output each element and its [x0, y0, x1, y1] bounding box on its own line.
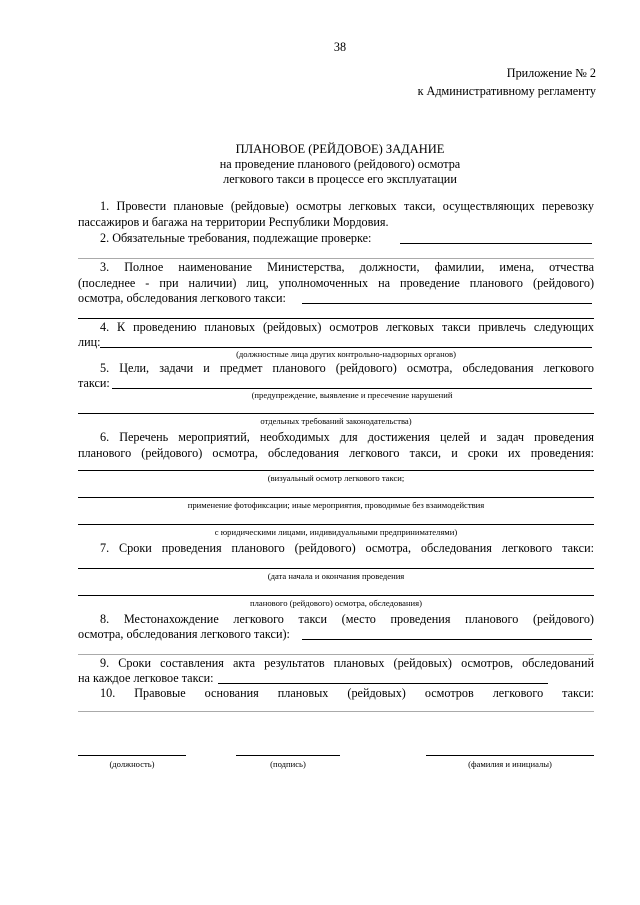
item-6-hint-1: (визуальный осмотр легкового такси;: [267, 473, 405, 483]
signature-label: (подпись): [270, 759, 306, 769]
item-7-hint-2: планового (рейдового) осмотра, обследования): [250, 598, 422, 608]
item-5-line-1: 5. Цели, задачи и предмет планового (рейдового) осмотра, обследования легкового: [100, 361, 594, 375]
item-10-fill-line[interactable]: [78, 711, 594, 712]
item-8-fill-line-2[interactable]: [78, 654, 594, 655]
item-4-line-1: 4. К проведению плановых (рейдовых) осмотров легковых такси привлечь следующих: [100, 320, 594, 334]
item-7-fill-line-2[interactable]: [78, 595, 594, 596]
item-9-line-2: на каждое легковое такси:: [78, 671, 214, 685]
item-6-fill-line-2[interactable]: [78, 497, 594, 498]
item-7-text: 7. Сроки проведения планового (рейдового) осмотра, обследования легкового такси:: [100, 541, 594, 555]
item-2-fill-line[interactable]: [400, 243, 592, 244]
document-title: ПЛАНОВОЕ (РЕЙДОВОЕ) ЗАДАНИЕ: [235, 142, 445, 156]
signature-line[interactable]: [236, 755, 340, 756]
item-10-text: 10. Правовые основания плановых (рейдовых) осмотров легкового такси:: [100, 686, 594, 700]
item-3-line-1: 3. Полное наименование Министерства, должности, фамилии, имена, отчества: [100, 260, 594, 274]
item-6-fill-line-3[interactable]: [78, 524, 594, 525]
appendix-regulation: к Административному регламенту: [417, 84, 596, 98]
position-label: (должность): [109, 759, 155, 769]
item-6-hint-3: с юридическими лицами, индивидуальными предпринимателями): [214, 527, 458, 537]
position-signature-line[interactable]: [78, 755, 186, 756]
item-3-fill-line[interactable]: [302, 303, 592, 304]
item-5-fill-line[interactable]: [112, 388, 592, 389]
item-4-line-2: лиц:: [78, 335, 101, 349]
page-number: 38: [333, 40, 347, 54]
item-7-fill-line-1[interactable]: [78, 568, 594, 569]
item-5-line-2: такси:: [78, 376, 110, 390]
item-6-fill-line-1[interactable]: [78, 470, 594, 471]
document-subtitle-1: на проведение планового (рейдового) осмотра: [219, 157, 461, 171]
item-4-fill-line[interactable]: [100, 347, 592, 348]
item-9-line-1: 9. Сроки составления акта результатов плановых (рейдовых) осмотров, обследований: [100, 656, 594, 670]
item-6-line-2: планового (рейдового) осмотра, обследования легкового такси, и сроки их проведения:: [78, 446, 594, 460]
item-7-hint-1: (дата начала и окончания проведения: [267, 571, 405, 581]
item-5-hint-2: отдельных требований законодательства): [260, 416, 412, 426]
item-8-line-1: 8. Местонахождение легкового такси (место проведения планового (рейдового): [100, 612, 594, 626]
item-3-fill-line-2[interactable]: [78, 318, 594, 319]
item-3-line-3: осмотра, обследования легкового такси:: [78, 291, 286, 305]
item-2-text: 2. Обязательные требования, подлежащие проверке:: [100, 231, 372, 245]
appendix-label: Приложение № 2: [506, 66, 596, 80]
document-subtitle-2: легкового такси в процессе его эксплуатации: [223, 172, 457, 186]
item-4-hint: (должностные лица других контрольно-надзорных органов): [236, 349, 456, 359]
item-9-fill-line[interactable]: [218, 683, 548, 684]
item-1-line-1: 1. Провести плановые (рейдовые) осмотры легковых такси, осуществляющих перевозку: [100, 199, 594, 213]
item-5-hint-1: (предупреждение, выявление и пресечение нарушений: [251, 390, 453, 400]
item-1-line-2: пассажиров и багажа на территории Республики Мордовия.: [78, 215, 389, 229]
item-3-line-2: (последнее - при наличии) лиц, уполномоченных на проведение планового (рейдового): [78, 276, 594, 290]
item-6-hint-2: применение фотофиксации; иные мероприятия, проводимые без взаимодействия: [187, 500, 485, 510]
item-8-fill-line[interactable]: [302, 639, 592, 640]
item-5-fill-line-2[interactable]: [78, 413, 594, 414]
item-2-fill-line-2[interactable]: [78, 258, 594, 259]
item-8-line-2: осмотра, обследования легкового такси):: [78, 627, 290, 641]
name-signature-line[interactable]: [426, 755, 594, 756]
name-label: (фамилия и инициалы): [468, 759, 552, 769]
item-6-line-1: 6. Перечень мероприятий, необходимых для достижения целей и задач проведения: [100, 430, 594, 444]
